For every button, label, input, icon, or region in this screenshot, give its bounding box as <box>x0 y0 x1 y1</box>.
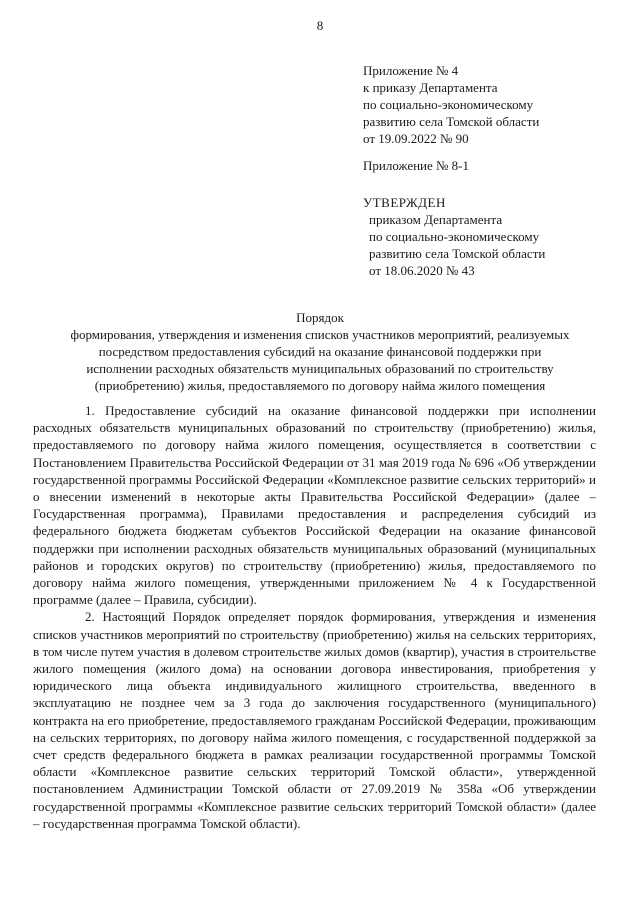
appendix-4-line: к приказу Департамента <box>363 80 498 95</box>
appendix-4-line: развитию села Томской области <box>363 114 540 129</box>
paragraph-1: 1. Предоставление субсидий на оказание финансовой поддержки при исполнении расходных обязательств муниципальных образований по строительству (приобретению) жилья, предоставляемого по договору найма жилого помещения, осуществляется в соответствии с Постановлением Правительства Российской Федерации от 31 мая 2019 года № 696 «Об утверждении государственной программы Российской Федерации «Комплексное развитие сельских территорий» и о внесении изменений в некоторые акты Правительства Российской Федерации» (далее – Государственная программа), Правилами предоставления и распределения субсидий из федерального бюджета бюджетам субъектов Российской Федерации на оказание финансовой поддержки при исполнении расходных обязательств муниципальных образований (муниципальных районов и городских округов) по строительству (приобретению) жилья, предоставляемого по договору найма жилого помещения, утвержденными приложением № 4 к Государственной программе (далее – Правила, субсидии). <box>33 403 596 608</box>
approval-line: приказом Департамента <box>369 212 503 227</box>
appendix-4-line: по социально-экономическому <box>363 97 534 112</box>
appendix-4-block <box>363 62 539 147</box>
approval-block <box>363 194 545 279</box>
title-line: посредством предоставления субсидий на оказание финансовой поддержки при <box>98 344 542 359</box>
paragraph-2: 2. Настоящий Порядок определяет порядок формирования, утверждения и изменения списков участников мероприятий по строительству (приобретению) жилья на сельских территориях, в том числе путем участия в долевом строительстве жилых домов (квартир), участия в строительстве жилого помещения (жилого дома) на основании договора инвестирования, приобретения у юридического лица объекта индивидуального жилищного строительства, введенного в эксплуатацию не позднее чем за 3 года до заключения государственного (муниципального) контракта на его приобретение, предоставляемого гражданам Российской Федерации, проживающим на сельских территориях, по договору найма жилого помещения, с государственной поддержкой за счет средств федерального бюджета в рамках реализации государственной программы Томской области «Комплексное развитие сельских территорий Томской области», утвержденной постановлением Администрации Томской области от 27.09.2019 № 358а «Об утверждении государственной программы «Комплексное развитие сельских территорий Томской области» (далее – государственная программа Томской области). <box>33 609 596 831</box>
document-body <box>33 402 596 832</box>
title-line: (приобретению) жилья, предоставляемого по договору найма жилого помещения <box>94 378 546 393</box>
approval-heading: УТВЕРЖДЕН <box>363 195 446 210</box>
title-line: исполнении расходных обязательств муниципальных образований по строительству <box>86 361 554 376</box>
approval-line: по социально-экономическому <box>369 229 540 244</box>
page-number: 8 <box>316 18 324 33</box>
appendix-8-line: Приложение № 8-1 <box>363 158 470 173</box>
appendix-8-label <box>363 157 469 174</box>
approval-line: от 18.06.2020 № 43 <box>369 263 475 278</box>
approval-line: развитию села Томской области <box>369 246 546 261</box>
appendix-4-line: Приложение № 4 <box>363 63 459 78</box>
title-heading: Порядок <box>296 310 344 325</box>
document-title <box>40 309 600 394</box>
appendix-4-line: от 19.09.2022 № 90 <box>363 131 469 146</box>
title-line: формирования, утверждения и изменения списков участников мероприятий, реализуемых <box>70 327 570 342</box>
